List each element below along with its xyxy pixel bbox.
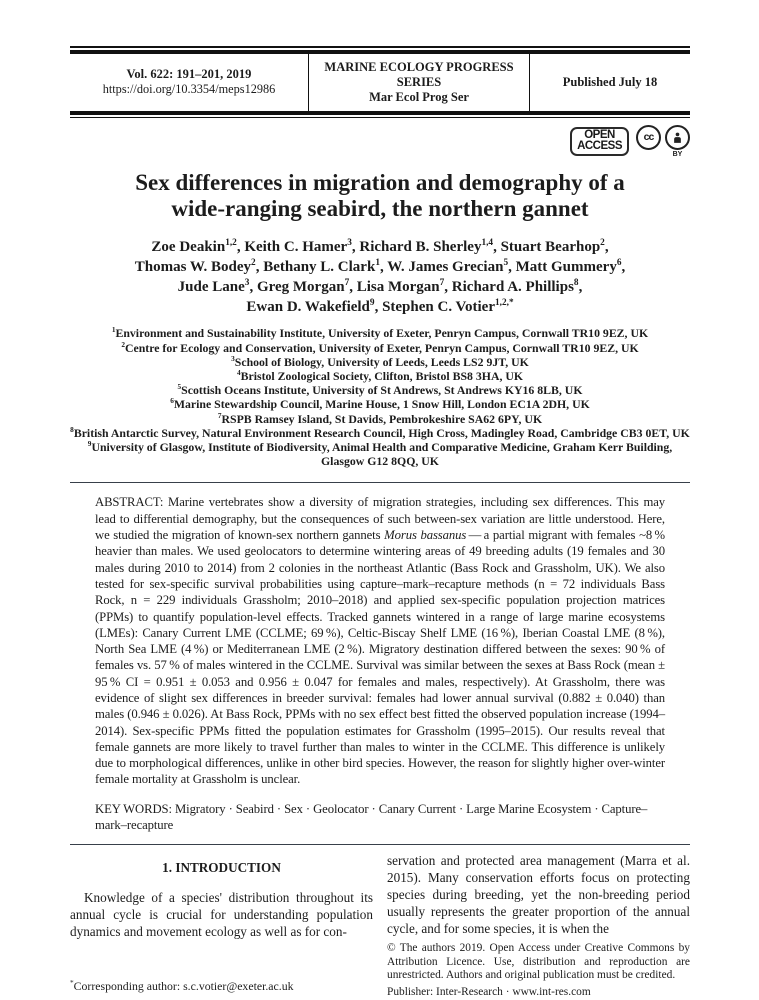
- author-line: Jude Lane$^3$, Greg Morgan$^7$, Lisa Morgan$^7$, Richard A. Phillips$^8$,: [177, 278, 583, 296]
- by-label: BY: [672, 150, 683, 158]
- corresponding-author-email[interactable]: s.c.votier@exeter.ac.uk: [183, 979, 294, 994]
- abstract-bottom-rule: [70, 844, 690, 845]
- article-title: [70, 170, 690, 222]
- body-two-columns: [70, 853, 690, 999]
- masthead-row: [70, 54, 690, 111]
- masthead-volume-cell: [70, 54, 309, 111]
- affiliation-item: $^5$Scottish Oceans Institute, University of St Andrews, St Andrews KY16 8LB, UK: [177, 382, 583, 398]
- introduction-heading: 1. INTRODUCTION: [162, 860, 281, 876]
- journal-name: MARINE ECOLOGY PROGRESS SERIES: [324, 59, 514, 89]
- open-access-label-line1: OPEN: [584, 128, 615, 141]
- left-column: [70, 853, 373, 999]
- keywords-line: KEY WORDS: Migratory · Seabird · Sex · Geolocator · Canary Current · Large Marine Ecosystem · Capture–mark–recapture: [95, 801, 648, 833]
- corresponding-author-footnote: [70, 979, 373, 993]
- masthead-bottom-thin-rule: [70, 117, 690, 119]
- publisher-line: [387, 986, 690, 1000]
- affiliation-item: $^1$Environment and Sustainability Institute, University of Exeter, Penryn Campus, Cornwall TR10 9EZ, UK: [111, 325, 649, 341]
- affiliation-item: $^3$School of Biology, University of Leeds, Leeds LS2 9JT, UK: [231, 353, 529, 369]
- abstract-paragraph: ABSTRACT: Marine vertebrates show a diversity of migration strategies, including sex differences. This may lead to differential demography, but the consequences of such between-sex variation are little understood. Here, we studied the migration of known-sex northern gannets Morus bassanus — a partial migrant with females ~8 % heavier than males. We used geolocators to determine wintering areas of 49 breeding adults (19 females and 30 males during 2010 to 2014) from 2 colonies in the northeast Atlantic (Bass Rock and Grassholm, UK). We also tested for sex-specific survival probabilities using capture–mark–recapture methods (n = 72 individuals Bass Rock, n = 229 individuals Grassholm; 2010–2018) and applied sex-specific population projection matrices (PPMs) to quantify population-level effects. Tracked gannets wintered in a range of large marine ecosystems (LMEs): Canary Current LME (CCLME; 69 %), Celtic-Biscay Shelf LME (16 %), Iberian Coastal LME (8 %), North Sea LME (4 %) or Mediterranean LME (2 %). Migratory destination differed between the sexes: 90 % of females vs. 57 % of males wintered in the CCLME. Survival was similar between the sexes at Bass Rock (mean ± 95 % CI = 0.951 ± 0.053 and 0.956 ± 0.047 for females and males, respectively). At Grassholm, there was evidence of slight sex differences in breeder survival: females had lower annual survival (0.882 ± 0.040) than males (0.946 ± 0.026). At Bass Rock, PPMs with no sex effect best fitted the observed population increase (1994–2014). Sex-specific PPMs fitted the population estimates for Grassholm (1995–2015). Our results reveal that female gannets are more likely to travel further than males to winter in the CCLME. This difference is unlikely due to morphological differences, unlike in other bird species. However, the reason for slightly higher over-winter female mortality at Grassholm is unclear.: [95, 495, 665, 787]
- affiliation-item: $^9$University of Glasgow, Institute of Biodiversity, Animal Health and Comparative Medicine, Graham Kerr Building, Glasgow G12 8QQ, UK: [87, 439, 673, 469]
- published-date: Published July 18: [562, 74, 658, 89]
- creative-commons-icon: cc: [636, 125, 661, 150]
- license-badges-row: [70, 125, 690, 157]
- affiliation-item: $^4$Bristol Zoological Society, Clifton, Bristol BS8 3HA, UK: [236, 368, 524, 384]
- open-access-label-line2: ACCESS: [577, 139, 622, 152]
- license-text: © The authors 2019. Open Access under Creative Commons by Attribution Licence. Use, distribution and reproduction are unrestricted. Authors and original publication must be credited.: [387, 942, 690, 982]
- open-access-badge: [570, 127, 629, 156]
- affiliation-item: $^2$Centre for Ecology and Conservation, University of Exeter, Penryn Campus, Cornwall TR10 9EZ, UK: [121, 339, 639, 355]
- affiliation-item: $^6$Marine Stewardship Council, Marine House, 1 Snow Hill, London EC1A 2DH, UK: [170, 396, 590, 412]
- abstract-top-rule: [70, 482, 690, 483]
- affiliation-item: $^7$RSPB Ramsey Island, St Davids, Pembrokeshire SA62 6PY, UK: [217, 410, 543, 426]
- affiliation-list: [70, 326, 690, 468]
- masthead-published-cell: [530, 54, 690, 111]
- doi-link[interactable]: https://doi.org/10.3354/meps12986: [102, 82, 276, 96]
- volume-text: Vol. 622: 191–201, 2019: [126, 67, 252, 81]
- journal-masthead: [70, 46, 690, 118]
- masthead-journal-cell: [309, 54, 530, 111]
- article-title-line2: wide-ranging seabird, the northern gannet: [171, 196, 589, 221]
- article-title-line1: Sex differences in migration and demography of a: [135, 170, 625, 195]
- author-line: Thomas W. Bodey$^2$, Bethany L. Clark$^1$, W. James Grecian$^5$, Matt Gummery$^6$,: [134, 258, 626, 276]
- author-line: Ewan D. Wakefield$^9$, Stephen C. Votier$^{1,2,*}$: [246, 298, 514, 316]
- cc-by-badge: [636, 125, 690, 158]
- journal-abbreviation: Mar Ecol Prog Ser: [369, 89, 469, 104]
- author-list: [70, 237, 690, 317]
- right-column: [387, 853, 690, 999]
- introduction-paragraph-left: Knowledge of a species' distribution throughout its annual cycle is crucial for understanding population dynamics and movement ecology as well as for con-: [70, 890, 373, 939]
- affiliation-item: $^8$British Antarctic Survey, Natural Environment Research Council, High Cross, Madingley Road, Cambridge CB3 0ET, UK: [70, 424, 690, 440]
- publisher-url[interactable]: www.int-res.com: [512, 985, 591, 998]
- license-block: [387, 942, 690, 999]
- corresponding-author-prefix: *Corresponding author:: [70, 978, 184, 994]
- introduction-paragraph-right: servation and protected area management (Marra et al. 2015). Many conservation efforts focus on protecting species during breeding, yet the non-breeding period usually represents the greater proportion of the annual cycle, and for some species, it is when the: [387, 853, 690, 936]
- attribution-person-icon: [665, 125, 690, 150]
- author-line: Zoe Deakin$^{1,2}$, Keith C. Hamer$^3$, Richard B. Sherley$^{1,4}$, Stuart Bearhop$^2$,: [151, 238, 609, 256]
- publisher-prefix: Publisher: Inter-Research ·: [387, 985, 513, 998]
